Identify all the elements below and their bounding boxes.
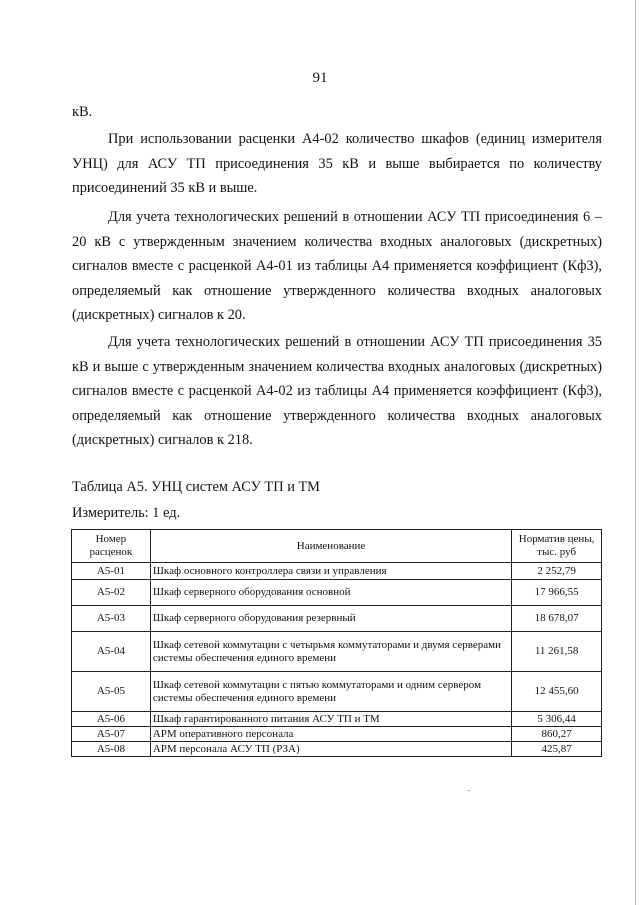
norms-table (71, 529, 602, 757)
row-price: 17 966,55 (512, 580, 602, 606)
row-name: АРМ персонала АСУ ТП (РЗА) (150, 742, 511, 757)
row-name: Шкаф основного контроллера связи и управления (150, 563, 511, 580)
row-name: Шкаф сетевой коммутации с четырьмя коммутаторами и двумя серверами системы обеспечения единого времени (150, 632, 511, 672)
header-price-line1: Норматив цены, (518, 533, 595, 545)
row-code: А5-01 (72, 563, 151, 580)
row-code: А5-08 (72, 742, 151, 757)
page-edge (635, 0, 636, 905)
row-code: А5-05 (72, 672, 151, 712)
row-name: Шкаф гарантированного питания АСУ ТП и ТМ (150, 712, 511, 727)
header-code-line1: Номер (95, 533, 127, 545)
row-price: 11 261,58 (512, 632, 602, 672)
row-price: 18 678,07 (512, 606, 602, 632)
row-code: А5-02 (72, 580, 151, 606)
row-name: Шкаф сетевой коммутации с пятью коммутаторами и одним сервером системы обеспечения единого времени (150, 672, 511, 712)
table-unit: Измеритель: 1 ед. (72, 505, 181, 521)
header-price (512, 530, 602, 563)
header-price-line2: тыс. руб (537, 546, 577, 558)
table-row (72, 712, 602, 727)
row-price: 5 306,44 (512, 712, 602, 727)
row-code: А5-03 (72, 606, 151, 632)
table-row (72, 632, 602, 672)
row-price: 425,87 (512, 742, 602, 757)
row-code: А5-07 (72, 727, 151, 742)
paragraph-coefficient-35kv: Для учета технологических решений в отношении АСУ ТП присоединения 35 кВ и выше с утвержденным значением количества входных аналоговых (дискретных) сигналов вместе с расценкой А4-02 из таблицы А4 применяется коэффициент (Кф3), определяемый как отношение утвержденного количества входных аналоговых (дискретных) сигналов к 218. (72, 334, 602, 449)
header-code (72, 530, 151, 563)
table-row (72, 727, 602, 742)
row-name: Шкаф серверного оборудования основной (150, 580, 511, 606)
row-price: 2 252,79 (512, 563, 602, 580)
row-name: АРМ оперативного персонала (150, 727, 511, 742)
row-name: Шкаф серверного оборудования резервный (150, 606, 511, 632)
table-header-row (72, 530, 602, 563)
paragraph-coefficient-6-20kv: Для учета технологических решений в отношении АСУ ТП присоединения 6 – 20 кВ с утвержденным значением количества входных аналоговых (дискретных) сигналов вместе с расценкой А4-01 из таблицы А4 применяется коэффициент (Кф3), определяемый как отношение утвержденного количества входных аналоговых (дискретных) сигналов к 20. (72, 209, 602, 324)
row-price: 860,27 (512, 727, 602, 742)
header-name: Наименование (150, 530, 511, 563)
table-caption: Таблица А5. УНЦ систем АСУ ТП и ТМ (72, 479, 320, 495)
table-row (72, 563, 602, 580)
row-code: А5-04 (72, 632, 151, 672)
scan-speck (468, 790, 470, 791)
paragraph-continuation: кВ. (72, 104, 93, 120)
table-row (72, 672, 602, 712)
header-code-line2: расценок (89, 546, 133, 558)
table-row (72, 742, 602, 757)
paragraph-cabinet-count: При использовании расценки А4-02 количество шкафов (единиц измерителя УНЦ) для АСУ ТП присоединения 35 кВ и выше выбирается по количеству присоединений 35 кВ и выше. (72, 131, 602, 197)
row-price: 12 455,60 (512, 672, 602, 712)
table-row (72, 606, 602, 632)
page-number: 91 (312, 70, 328, 86)
table-row (72, 580, 602, 606)
row-code: А5-06 (72, 712, 151, 727)
